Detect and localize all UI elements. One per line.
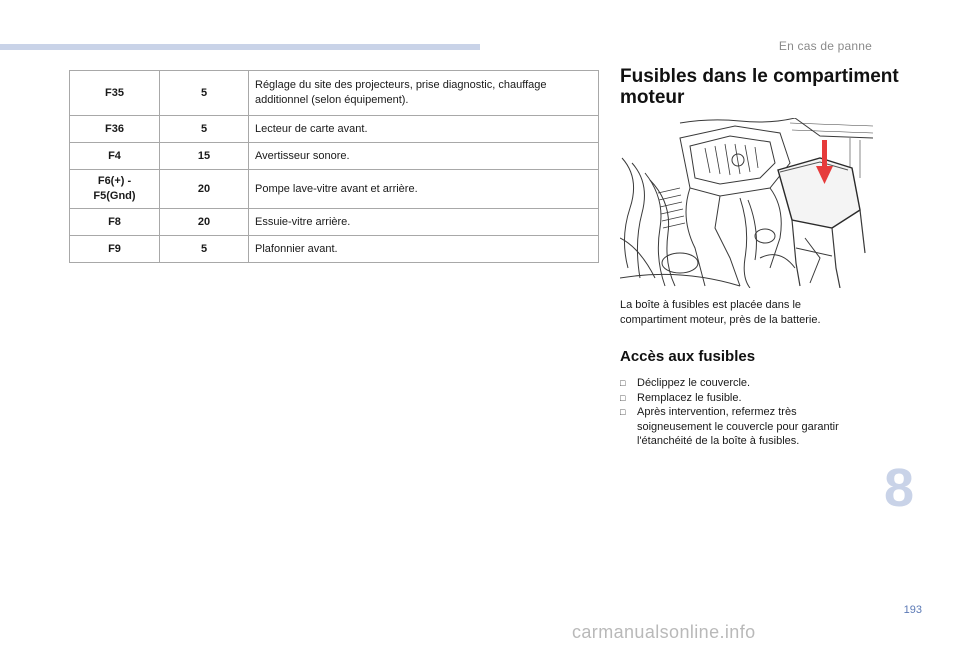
intro-paragraph: La boîte à fusibles est placée dans le compartiment moteur, près de la batterie. (620, 299, 821, 326)
fuse-cell: F9 (70, 236, 160, 263)
section-heading: Fusibles dans le compartiment moteur (620, 66, 899, 108)
list-item (620, 391, 870, 406)
checkbox-icon: □ (620, 378, 626, 388)
fuse-cell: F8 (70, 209, 160, 236)
fuse-cell: F35 (70, 71, 160, 116)
fuse-cell: F6(+) - F5(Gnd) (70, 170, 160, 209)
checkbox-icon: □ (620, 392, 626, 403)
fuse-table (69, 70, 599, 263)
list-item (620, 405, 870, 449)
function-cell: Essuie-vitre arrière. (249, 209, 599, 236)
checkbox-icon: □ (620, 407, 626, 417)
list-item (620, 376, 870, 391)
header-bar (0, 44, 480, 50)
step-text: Après intervention, refermez très soigneusement le couvercle pour garantir l'étanchéité de la boîte à fusibles. (637, 406, 839, 447)
section-title: En cas de panne (778, 39, 872, 53)
table-row (70, 71, 599, 116)
table-row (70, 143, 599, 170)
access-heading: Accès aux fusibles (620, 348, 756, 365)
step-text: Remplacez le fusible. (637, 391, 742, 404)
table-row (70, 170, 599, 209)
table-row (70, 116, 599, 143)
page-number: 193 (903, 604, 922, 616)
function-cell: Avertisseur sonore. (249, 143, 599, 170)
fuse-cell: F36 (70, 116, 160, 143)
chapter-number: 8 (884, 458, 915, 518)
table-row (70, 209, 599, 236)
function-cell: Réglage du site des projecteurs, prise diagnostic, chauffage additionnel (selon équipement). (249, 71, 599, 116)
amperage-cell: 15 (160, 143, 249, 170)
amperage-cell: 20 (160, 170, 249, 209)
function-cell: Plafonnier avant. (249, 236, 599, 263)
fuse-cell: F4 (70, 143, 160, 170)
steps-list (620, 376, 870, 449)
step-text: Déclippez le couvercle. (637, 377, 751, 389)
amperage-cell: 5 (160, 116, 249, 143)
amperage-cell: 5 (160, 71, 249, 116)
amperage-cell: 5 (160, 236, 249, 263)
function-cell: Lecteur de carte avant. (249, 116, 599, 143)
function-cell: Pompe lave-vitre avant et arrière. (249, 170, 599, 209)
watermark: carmanualsonline.info (572, 622, 756, 642)
engine-compartment-illustration (620, 118, 873, 288)
table-row (70, 236, 599, 263)
amperage-cell: 20 (160, 209, 249, 236)
